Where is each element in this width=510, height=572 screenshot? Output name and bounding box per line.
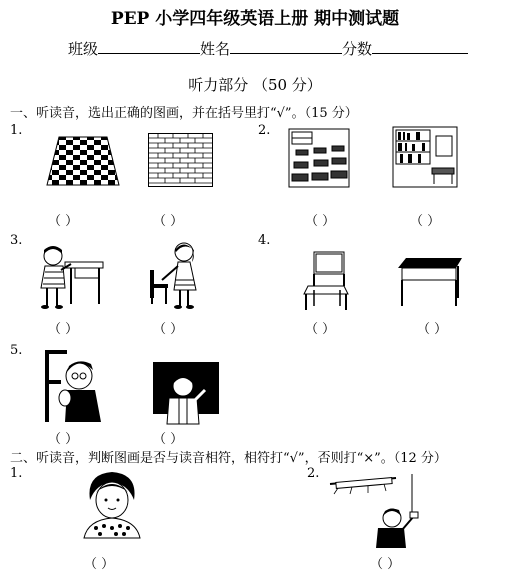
question-number: 2. [258,123,271,138]
answer-blank[interactable]: （ ） [305,214,336,229]
girl-with-chair-icon [148,240,208,312]
answer-blank[interactable]: （ ） [153,432,184,447]
answer-blank[interactable]: （ ） [410,214,441,229]
class-label: 班级 [68,40,99,58]
girl-portrait-icon [78,470,146,540]
answer-blank[interactable]: （ ） [48,432,79,447]
classroom-desks-icon [288,128,350,188]
answer-blank[interactable]: （ ） [153,322,184,337]
answer-blank[interactable]: （ ） [153,214,184,229]
question-number: 1. [10,466,23,481]
part1-instruction: 一、听读音，选出正确的图画，并在括号里打“√”。（15 分） [10,106,358,121]
girl-cleaning-desk-icon [35,244,105,312]
score-label: 分数 [342,40,373,58]
question-number: 2. [307,466,320,481]
answer-blank[interactable]: （ ） [48,214,79,229]
name-label: 姓名 [200,40,231,58]
part2-instruction: 二、听读音，判断图画是否与读音相符，相符打“√”，否则打“×”。（12 分） [10,451,447,466]
name-blank[interactable] [230,39,342,54]
student-info-row [68,38,468,59]
question-number: 4. [258,233,271,248]
question-number: 3. [10,233,23,248]
question-number: 1. [10,123,23,138]
class-blank[interactable] [98,39,200,54]
answer-blank[interactable]: （ ） [417,322,448,337]
answer-blank[interactable]: （ ） [370,557,401,572]
answer-blank[interactable]: （ ） [305,322,336,337]
brick-wall-icon [148,133,213,187]
answer-blank[interactable]: （ ） [84,557,115,572]
checkerboard-floor-icon [45,135,120,187]
boy-with-light-icon [322,474,432,548]
chair-icon [300,250,352,312]
boy-cleaning-window-icon [45,346,105,424]
score-blank[interactable] [372,39,468,54]
boy-at-blackboard-icon [153,362,219,426]
section-title: 听力部分 （50 分） [188,76,322,94]
question-number: 5. [10,343,23,358]
bookshelf-room-icon [392,126,458,188]
desk-icon [396,256,464,310]
page-title: PEP 小学四年级英语上册 期中测试题 [110,9,400,29]
answer-blank[interactable]: （ ） [48,322,79,337]
